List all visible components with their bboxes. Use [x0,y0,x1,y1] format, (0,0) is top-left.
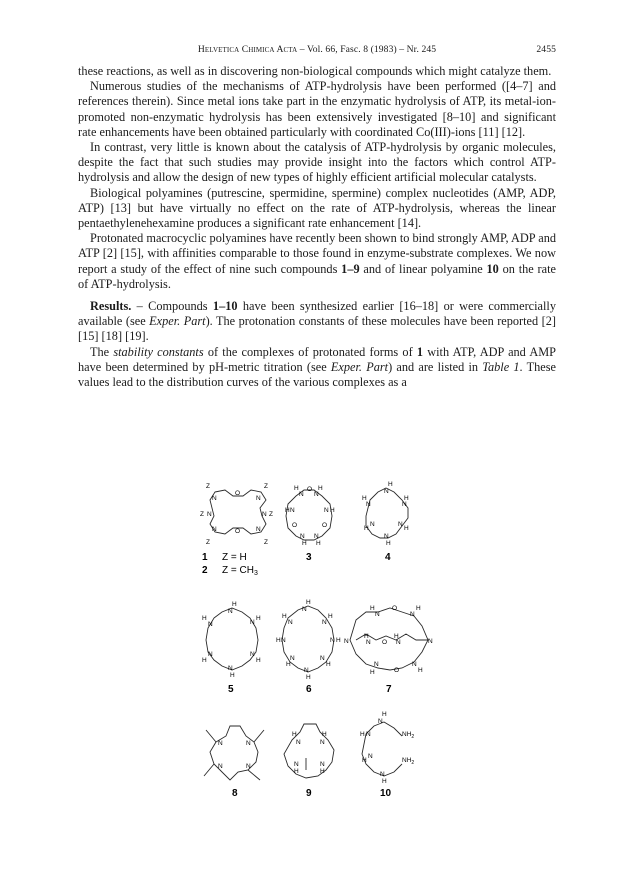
text-run: with ATP, ADP and AMP have been determined by pH-metric titration (see [78,344,557,374]
atom-label: N [250,651,255,658]
atom-label: N [207,511,212,518]
text-run: of the complexes of protonated forms of [203,344,417,359]
atom-label: H [256,615,261,622]
section-heading: Results. [90,299,132,314]
cross-reference: Exper. Part [330,359,389,374]
atom-label: H [386,540,391,547]
atom-label: N [366,639,371,646]
compound-ref: 1–9 [341,261,360,276]
atom-label: Z [264,539,268,546]
ring-bonds [286,490,332,540]
text-run: have been synthesized earlier [16–18] or were commercially available (see [78,299,556,329]
atom-label: H [416,605,421,612]
compound-label-10: 10 [380,788,392,799]
atom-label: O [394,667,400,674]
atom-label: H [276,637,281,644]
atom-label: H [256,657,261,664]
atom-label: O [235,528,241,535]
atom-label: N [290,655,295,662]
amine-label [402,731,414,740]
atom-label: H [286,661,291,668]
atom-label: N [322,619,327,626]
atom-label: H [306,674,311,681]
atom-label: H [202,657,207,664]
atom-label: H [302,540,307,547]
cross-reference: Exper. Part [149,314,206,329]
text-run: and of linear polyamine [359,261,487,276]
atom-label: N [281,637,286,644]
paragraph-3: In contrast, very little is known about the catalysis of ATP-hydrolysis by organic molecules, despite the fact that such studies may provide insight into the factors which control ATP-hydrolysis and allow the design of new types of highly efficient artificial molecular catalysts. [78,140,556,185]
atom-label: N [375,611,380,618]
compound-ref: 10 [486,261,499,276]
atom-label: N [412,661,417,668]
atom-label: O [292,522,298,529]
atom-label: N [314,491,319,498]
atom-label: N [246,740,251,747]
atom-label: N [398,521,403,528]
text-run: NH [402,757,412,764]
text-run: Protonated macrocyclic polyamines have recently been shown to bind strongly AMP, ADP and ATP [2] [15], with affinities comparable to those found in enzyme-substrate complexes. We now report a study of the effect of nine such compounds [78,231,556,276]
atom-label: N [294,761,299,768]
atom-label: H [316,540,321,547]
subscript: 2 [411,760,415,766]
atom-label: H [404,495,409,502]
atom-label: H [362,757,367,764]
atom-label: H [388,481,393,488]
compound-ref: 1–10 [212,299,238,314]
atom-label: H [232,601,237,608]
atom-label: N [290,507,295,514]
atom-label: N [288,619,293,626]
text-run: ) and are listed in [388,359,483,374]
table-reference: Table 1 [482,359,520,374]
atom-label: Z [206,539,210,546]
compound-label-3: 3 [306,552,312,563]
atom-label: H [285,507,290,514]
text-run: on the rate of ATP-hydrolysis. [78,261,556,291]
atom-label: N [330,637,335,644]
atom-label: H [418,667,423,674]
atom-label: N [262,511,267,518]
text-run: Z = CH [222,565,254,576]
compound-label-1: 1 [202,552,208,563]
atom-label: N [212,526,217,533]
atom-label: H [322,731,327,738]
structure-3 [285,485,335,563]
atom-label: N [410,611,415,618]
journal-name: Helvetica Chimica Acta [197,44,298,55]
structure-8 [204,726,264,799]
structure-5 [202,601,261,695]
atom-label: H [306,599,311,606]
atom-label: N [300,533,305,540]
atom-label: N [428,638,433,645]
atom-label: Z [200,511,204,518]
atom-label: N [208,621,213,628]
compound-1-definition: Z = H [222,552,247,563]
atom-label: N [320,739,325,746]
atom-label: N [366,501,371,508]
compound-label-8: 8 [232,788,238,799]
text-run: . These values lead to the distribution curves of the various complexes as a [78,359,556,390]
compound-2-definition [222,565,258,577]
page-number: 2455 [536,44,556,55]
compound-ref: 1 [416,344,424,359]
atom-label: N [368,753,373,760]
atom-label: H [364,633,369,640]
atom-label: N [228,608,233,615]
text-run: NH [402,731,412,738]
atom-label: H [330,507,335,514]
atom-label: H [404,525,409,532]
atom-label: N [250,619,255,626]
compound-label-7: 7 [386,684,392,695]
atom-label: H [292,731,297,738]
structure-1-2 [200,483,273,577]
atom-label: H [370,669,375,676]
atom-label: N [302,606,307,613]
atom-label: N [384,488,389,495]
atom-label: H [230,672,235,679]
atom-label: H [394,633,399,640]
atom-label: N [378,718,383,725]
atom-label: N [320,761,325,768]
emphasis: stability constants [113,344,204,359]
atom-label: N [228,665,233,672]
atom-label: O [307,486,313,493]
ring-bonds [366,488,408,538]
atom-label: O [322,522,328,529]
atom-label: O [382,639,388,646]
subscript: 3 [253,570,258,577]
compound-label-2: 2 [202,565,208,576]
methyl-bond [206,730,216,742]
atom-label: H [294,768,299,775]
atom-label: H [328,613,333,620]
atom-label: N [380,771,385,778]
atom-label: N [256,495,261,502]
atom-label: O [235,490,241,497]
atom-label: N [396,639,401,646]
atom-label: N [256,526,261,533]
atom-label: N [218,740,223,747]
atom-label: N [246,763,251,770]
atom-label: N [384,533,389,540]
atom-label: N [314,533,319,540]
atom-label: H [336,637,341,644]
atom-label: H [202,615,207,622]
amine-label [402,757,414,766]
atom-label: N [304,667,309,674]
atom-label: H [382,711,387,718]
paragraph-1: these reactions, as well as in discovering non-biological compounds which might catalyze them. [78,64,552,78]
methyl-bond [254,730,264,742]
atom-label: H [360,731,365,738]
atom-label: Z [269,511,273,518]
atom-label: H [294,485,299,492]
atom-label: H [364,525,369,532]
atom-label: N [296,739,301,746]
atom-label: N [212,495,217,502]
structure-7 [344,605,433,695]
structure-6 [276,599,341,695]
atom-label: N [299,491,304,498]
paragraph-4: Biological polyamines (putrescine, spermidine, spermine) complex nucleotides (AMP, ADP, ATP) [13] but have virtually no effect on the rate of ATP-hydrolysis, whereas the linear pentaethylenehexamine produces a significant rate enhancement [14]. [78,185,556,231]
atom-label: Z [206,483,210,490]
structure-9 [284,724,334,799]
journal-volume: – Vol. 66, Fasc. 8 (1983) – Nr. 245 [297,44,437,55]
atom-label: H [320,768,325,775]
text-run: The [90,344,114,359]
atom-label: H [282,613,287,620]
atom-label: N [370,521,375,528]
structure-10 [360,711,414,799]
atom-label: H [326,661,331,668]
structure-4 [362,481,409,563]
atom-label: N [374,661,379,668]
atom-label: H [382,778,387,785]
subscript: 2 [411,734,415,740]
atom-label: N [324,507,329,514]
atom-label: N [208,651,213,658]
text-run: – Compounds [131,299,213,314]
compound-label-5: 5 [228,684,234,695]
compound-label-6: 6 [306,684,312,695]
atom-label: H [362,495,367,502]
compound-label-4: 4 [385,552,391,563]
atom-label: N [366,731,371,738]
atom-label: N [402,501,407,508]
atom-label: N [320,655,325,662]
atom-label: H [318,485,323,492]
ring-bonds [206,608,258,670]
compound-label-9: 9 [306,788,312,799]
atom-label: N [218,763,223,770]
atom-label: H [370,605,375,612]
text-run: ). The protonation constants of these molecules have been reported [2] [15] [18] [19]. [78,314,556,344]
atom-label: N [344,638,349,645]
methyl-bond [248,770,260,780]
atom-label: Z [264,483,268,490]
methyl-bond [204,764,214,776]
atom-label: O [392,605,398,612]
paragraph-2: Numerous studies of the mechanisms of ATP-hydrolysis have been performed ([4–7] and references therein). Since metal ions take part in the enzymatic hydrolysis of ATP, its metal-ion-promoted non-enzymatic hydrolysis has been extensively investigated [8–10] and significant rate enhancements have been obtained particularly with coordinated Co(III)-ions [11] [12]. [78,79,556,139]
